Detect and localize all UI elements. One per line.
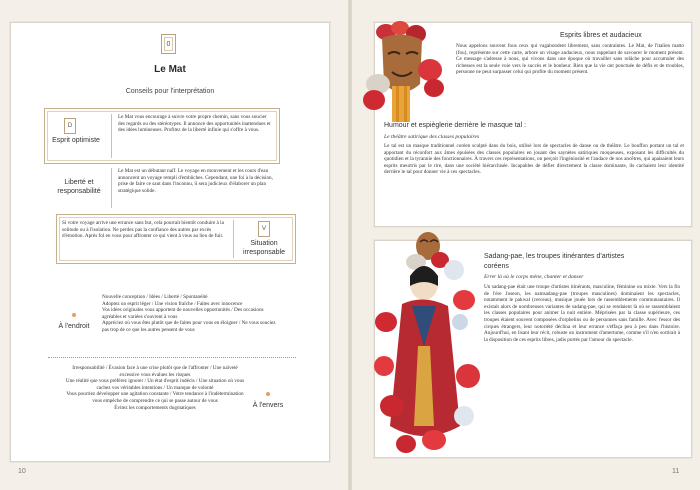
mid-label: Liberté et responsabilité — [57, 179, 101, 195]
envers-label: À l'envers — [252, 402, 284, 409]
mask-illustration-icon — [352, 14, 452, 124]
box1-label: Esprit optimiste — [52, 137, 100, 144]
section3-text: Un sadang-pae était une troupe d'artistes itinérants, masculine, féminine ou mixte. Vers la fin de l'ère Joseon, les namsadang-pae (troupes masculines) dominaient les spectacles, notamment le pakwal (cerceau), musique jouée lors de rassemblements communautaires. Il existait alors de nombreuses variantes de sadang-pae, qui se rendaient là où se rassemblaient les classes populaires pour animer la nuit entière. Méprisées par la classe supérieure, ces troupes étaient souvent composées d'orphelins ou de personnes sans famille. Avec l'essor des cirques étrangers, leur notoriété déclina et leur errance s'effaça peu à peu dans l'histoire. Aujourd'hui, en lisant leur récit, robuste un instrument d'amertume, comme s'il n'en sortirait à la disposition de ces esprits libres, jadis portés par l'amour du spectacle. — [484, 284, 680, 343]
envers-dot — [266, 392, 270, 396]
box2-label: Situation irresponsable — [242, 240, 286, 256]
envers-text: Irresponsabilité / Évasion face à une crise plutôt que de l'affronter / Une naïveté excessive vous évalues les risques Une réalité que vous préférez ignorer / Un état d'esprit indécis / Une situation où vous cachez vos véritables intentions / Un manque de volonté Vous pourriez développer une agitation constante / Votre tendance à l'indétermination vous empêche de comprendre ce qui se passe autour de vous Évitez les comportements dogmatiques — [65, 365, 245, 411]
box1-text: Le Mat vous encourage à suivre votre propre chemin, sans vous soucier des regards ou des stéréotypes. Il annonce des opportunités inattendues et des idées lumineuses. Profitez de la liberté infinie qui s'offre à vous. — [118, 114, 271, 134]
reversed-badge: V — [258, 221, 270, 237]
section3-subtitle: Errer là où le corps mène, chanter et danser — [484, 274, 584, 280]
divider — [233, 220, 234, 258]
endroit-label: À l'endroit — [58, 323, 90, 330]
upright-badge: D — [64, 118, 76, 134]
section3-title: Sadang-pae, les troupes itinérantes d'artistes coréens — [484, 253, 625, 270]
page-number-right: 11 — [672, 468, 680, 475]
page-subtitle: Conseils pour l'interprétation — [125, 88, 215, 95]
section1-text: Nous appelons souvent fous ceux qui vagabondent librement, sans contraintes. Le Mat, de l'italien matto (fou), représente sur cette carte, arbore un visage audacieux, nous rappelant de savourer le moment présent. Ce message s'adresse à nous, qui vivons dans une époque où travailler sans relâche pour accumuler des richesses est la seule voie vers le succès et le bonheur. Rien que la vie ont ponctuée de défis et de troubles, personne ne peut surpasser celui qui profite du moment présent. — [456, 43, 684, 76]
box2-text: Si votre voyage arrive une errance sans but, cela pourrait bientôt conduire à la solitude ou à l'isolation. Ne perdez pas la confiance des autres par excès d'émotion. Après fol en vous pour affronter ce qui vient à vous au lieu de fuir. — [62, 220, 224, 240]
page-number-left: 10 — [18, 468, 26, 475]
mid-text: Le Mat est un débutant naïf. Le voyage en mouvement et les cours d'eau annoncent un voyage rempli d'embûches. Cependant, une foi à la décision, prise de faire ce saut dans l'inconnu, il sera judicieux d'élaborer un plan stratégique solide. — [118, 168, 273, 194]
page-title: Le Mat — [154, 64, 186, 75]
endroit-text: Nouvelle conception / Idées / Liberté / Spontanéité Adoptez un esprit léger / Une vision fraîche / Faites avec innocence Vos idées originales vous apportent de nouvelles opportunités / Des occasions agréables et variées s'ouvrent à vous Appréciez où vous êtes plutôt que de faites pour vous en éloigner / Ne vous souciez pas trop de ce que les autres pensent de vous — [102, 294, 276, 333]
section1-title: Esprits libres et audacieux — [560, 32, 642, 39]
section2-subtitle: Le théâtre satirique des classes populaires — [384, 134, 480, 140]
dancer-illustration-icon — [372, 226, 484, 458]
divider — [111, 114, 112, 158]
dotted-separator — [48, 357, 296, 358]
card-number-badge: 0 — [161, 34, 176, 54]
divider — [111, 168, 112, 208]
section2-title: Humour et espièglerie derrière le masque tal : — [384, 122, 527, 129]
section2-text: Le tal est un masque traditionnel coréen sculpté dans du bois, utilisé lors de spectacles de danse ou de théâtre. Le bouffon portant un tal et apportant du réconfort aux âmes épuisées des classes populaires en jouant des saynètes satiriques moqueuses, exposant les difficultés du quotidien et la tyrannie des fonctionnaires. À travers ces représentations, on perçoit l'ingéniosité et l'audace de nos ancêtres, qui apaisaient leurs esprits meurtris par le rire, dans une société hiérarchisée. Incapables de défier directement la classe dominante, ils cachaient leur identité derrière le tal pour donner vie à ces spectacles. — [384, 143, 684, 176]
endroit-dot — [72, 313, 76, 317]
